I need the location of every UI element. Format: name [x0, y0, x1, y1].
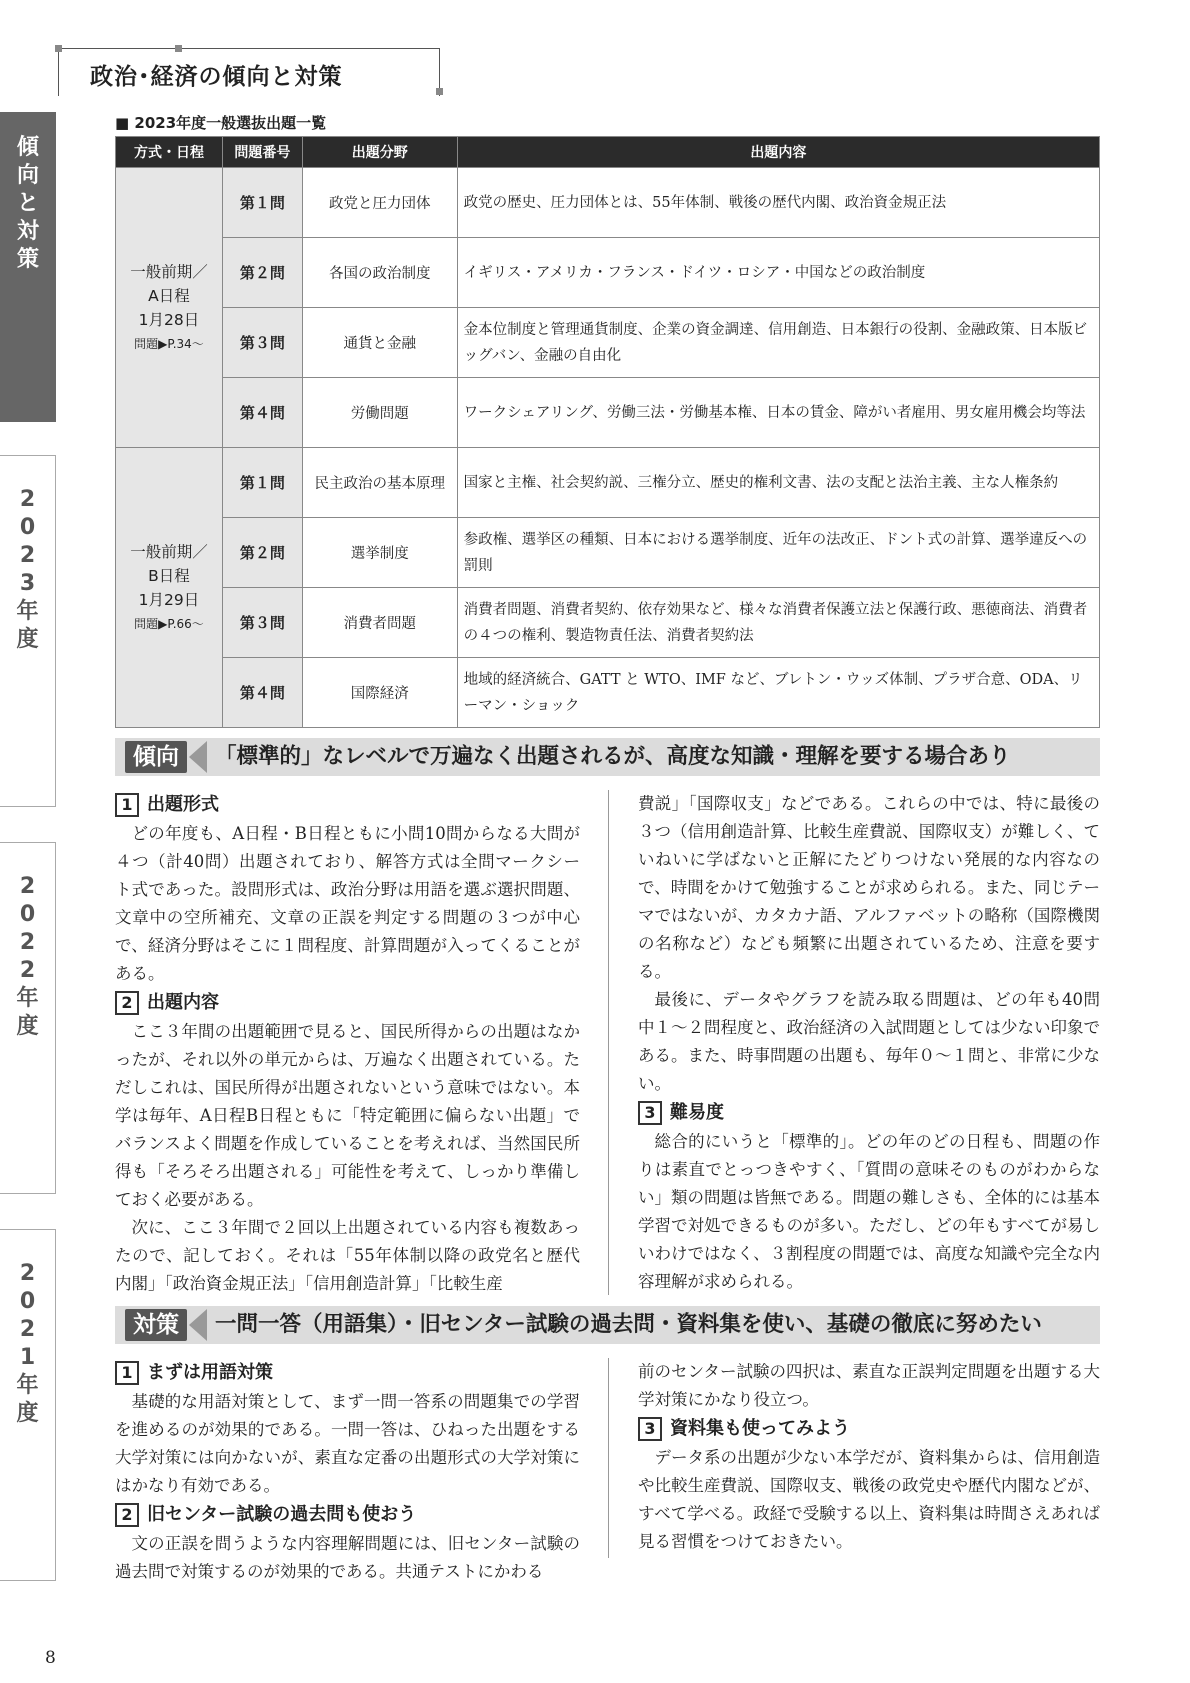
measures-section-bar — [115, 1306, 1100, 1344]
paragraph: 総合的にいうと「標準的」。どの年のどの日程も、問題の作りは素直でとっつきやすく、「質問の意味そのものがわからない」類の問題は皆無である。問題の難しさも、全体的には基本学習で対処できるものが多い。ただし、どの年もすべてが易しいわけではなく、３割程度の問題では、高度な知識や完全な内容理解が求められる。 — [638, 1132, 1100, 1291]
table-row — [116, 448, 1100, 518]
trend-section-bar — [115, 738, 1100, 776]
side-tab-2023[interactable]: 2 0 2 3 年 度 — [0, 455, 56, 807]
measures-right-column — [638, 1358, 1100, 1556]
page-title: 政治･経済の傾向と対策 — [90, 64, 343, 90]
question-content: イギリス・アメリカ・フランス・ドイツ・ロシア・中国などの政治制度 — [457, 238, 1099, 308]
question-field: 労働問題 — [302, 378, 457, 448]
question-field: 通貨と金融 — [302, 308, 457, 378]
question-field: 選挙制度 — [302, 518, 457, 588]
subheading-difficulty: 3 難易度 — [638, 1098, 1100, 1128]
question-number: 第４問 — [222, 658, 302, 728]
number-box: 1 — [115, 1361, 139, 1385]
subheading-terms: 1 まずは用語対策 — [115, 1358, 580, 1388]
header-number: 問題番号 — [222, 137, 302, 168]
table-header-row — [116, 137, 1100, 168]
page-number: 8 — [45, 1648, 56, 1668]
trend-title: 「標準的」なレベルで万遍なく出題されるが、高度な知識・理解を要する場合あり — [215, 744, 1011, 769]
question-number: 第３問 — [222, 588, 302, 658]
question-number: 第１問 — [222, 168, 302, 238]
question-content: 参政権、選挙区の種類、日本における選挙制度、近年の法改正、ドント式の計算、選挙違反への罰則 — [457, 518, 1099, 588]
schedule-a: 一般前期／ A日程 1月28日 問題▶P.34〜 — [116, 168, 223, 448]
question-number: 第１問 — [222, 448, 302, 518]
paragraph: データ系の出題が少ない本学だが、資料集からは、信用創造や比較生産費説、国際収支、戦後の政党史や歴代内閣などが、すべて学べる。政経で受験する以上、資料集は時間さえあれば見る習慣をつけておきたい。 — [638, 1448, 1100, 1551]
exam-table — [115, 136, 1100, 728]
question-field: 各国の政治制度 — [302, 238, 457, 308]
side-tab-2021[interactable]: 2 0 2 1 年 度 — [0, 1229, 56, 1581]
table-row — [116, 238, 1100, 308]
question-content: 政党の歴史、圧力団体とは、55年体制、戦後の歴代内閣、政治資金規正法 — [457, 168, 1099, 238]
question-number: 第２問 — [222, 238, 302, 308]
column-divider — [608, 1358, 609, 1558]
number-box: 3 — [638, 1417, 662, 1441]
trend-label: 傾向 — [125, 741, 187, 773]
paragraph: 費説」「国際収支」などである。これらの中では、特に最後の３つ（信用創造計算、比較生産費説、国際収支）が難しく、ていねいに学ばないと正解にたどりつけない発展的な内容なので、時間をかけて勉強することが求められる。また、同じテーマではないが、カタカナ語、アルファベットの略称（国際機関の名称など）なども頻繁に出題されているため、注意を要する。 — [638, 794, 1100, 981]
subheading-past-exams: 2 旧センター試験の過去問も使おう — [115, 1500, 580, 1530]
question-number: 第２問 — [222, 518, 302, 588]
paragraph: 文の正誤を問うような内容理解問題には、旧センター試験の過去問で対策するのが効果的である。共通テストにかわる — [115, 1534, 580, 1581]
question-field: 政党と圧力団体 — [302, 168, 457, 238]
number-box: 1 — [115, 793, 139, 817]
question-content: 国家と主権、社会契約説、三権分立、歴史的権利文書、法の支配と法治主義、主な人権条約 — [457, 448, 1099, 518]
number-box: 2 — [115, 1503, 139, 1527]
subheading-content: 2 出題内容 — [115, 988, 580, 1018]
table-row — [116, 168, 1100, 238]
header-schedule: 方式・日程 — [116, 137, 223, 168]
trend-right-column — [638, 790, 1100, 1296]
header-field: 出題分野 — [302, 137, 457, 168]
arrow-left-icon — [189, 741, 207, 773]
question-number: 第３問 — [222, 308, 302, 378]
question-field: 消費者問題 — [302, 588, 457, 658]
table-row — [116, 518, 1100, 588]
question-content: 金本位制度と管理通貨制度、企業の資金調達、信用創造、日本銀行の役割、金融政策、日本版ビッグバン、金融の自由化 — [457, 308, 1099, 378]
table-row — [116, 658, 1100, 728]
arrow-left-icon — [189, 1309, 207, 1341]
question-field: 民主政治の基本原理 — [302, 448, 457, 518]
paragraph: ここ３年間の出題範囲で見ると、国民所得からの出題はなかったが、それ以外の単元からは、万遍なく出題されている。ただしこれは、国民所得が出題されないという意味ではない。本学は毎年、A日程B日程ともに「特定範囲に偏らない出題」でバランスよく問題を作成していることを考えれば、当然国民所得も「そろそろ出題される」可能性を考えて、しっかり準備しておく必要がある。 — [115, 1022, 581, 1209]
header-content: 出題内容 — [457, 137, 1099, 168]
measures-title: 一問一答（用語集）・旧センター試験の過去問・資料集を使い、基礎の徹底に努めたい — [215, 1312, 1042, 1337]
number-box: 3 — [638, 1101, 662, 1125]
table-row — [116, 308, 1100, 378]
question-content: 消費者問題、消費者契約、依存効果など、様々な消費者保護立法と保護行政、悪徳商法、消費者の４つの権利、製造物責任法、消費者契約法 — [457, 588, 1099, 658]
question-content: 地域的経済統合、GATT と WTO、IMF など、ブレトン・ウッズ体制、プラザ合意、ODA、リーマン・ショック — [457, 658, 1099, 728]
paragraph: 次に、ここ３年間で２回以上出題されている内容も複数あったので、記しておく。それは「55年体制以降の政党名と歴代内閣」「政治資金規正法」「信用創造計算」「比較生産 — [115, 1218, 580, 1293]
side-tab-trends[interactable]: 傾 向 と 対 策 — [0, 112, 56, 422]
table-row — [116, 588, 1100, 658]
table-row — [116, 378, 1100, 448]
paragraph: 基礎的な用語対策として、まず一問一答系の問題集での学習を進めるのが効果的である。一問一答は、ひねった出題をする大学対策には向かないが、素直な定番の出題形式の大学対策にはかなり有効である。 — [115, 1392, 580, 1495]
column-divider — [608, 790, 609, 1295]
subheading-format: 1 出題形式 — [115, 790, 580, 820]
number-box: 2 — [115, 991, 139, 1015]
paragraph: どの年度も、A日程・B日程ともに小問10問からなる大問が４つ（計40問）出題されており、解答方式は全問マークシート式であった。設問形式は、政治分野は用語を選ぶ選択問題、文章中の空所補充、文章の正誤を判定する問題の３つが中心で、経済分野はそこに１問程度、計算問題が入ってくることがある。 — [115, 824, 580, 983]
measures-left-column — [115, 1358, 580, 1586]
measures-label: 対策 — [125, 1309, 187, 1341]
question-content: ワークシェアリング、労働三法・労働基本権、日本の賃金、障がい者雇用、男女雇用機会均等法 — [457, 378, 1099, 448]
question-field: 国際経済 — [302, 658, 457, 728]
paragraph: 最後に、データやグラフを読み取る問題は、どの年も40問中１〜２問程度と、政治経済の入試問題としては少ない印象である。また、時事問題の出題も、毎年０〜１問と、非常に少ない。 — [638, 990, 1100, 1093]
problem-ref: 問題▶P.34〜 — [134, 336, 204, 351]
side-tab-2022[interactable]: 2 0 2 2 年 度 — [0, 842, 56, 1194]
paragraph: 前のセンター試験の四択は、素直な正誤判定問題を出題する大学対策にかなり役立つ。 — [638, 1362, 1100, 1409]
subheading-materials: 3 資料集も使ってみよう — [638, 1414, 1100, 1444]
problem-ref: 問題▶P.66〜 — [134, 616, 204, 631]
trend-left-column — [115, 790, 580, 1298]
schedule-b: 一般前期／ B日程 1月29日 問題▶P.66〜 — [116, 448, 223, 728]
question-number: 第４問 — [222, 378, 302, 448]
table-caption: ■ 2023年度一般選抜出題一覧 — [115, 114, 327, 132]
